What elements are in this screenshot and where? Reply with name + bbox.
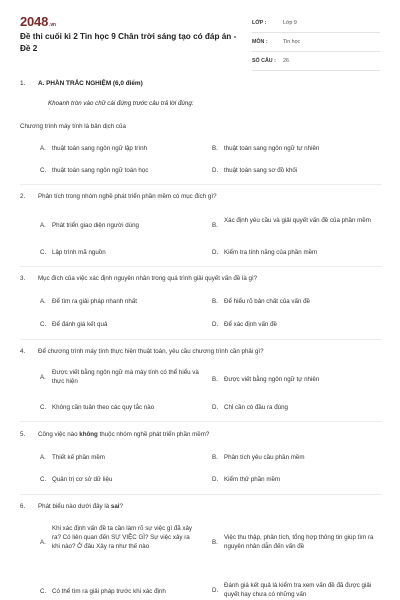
option-text: Để đánh giá kết quả bbox=[52, 321, 108, 328]
option-letter: B. bbox=[212, 298, 218, 305]
option-letter: A. bbox=[40, 454, 46, 461]
option-letter: C. bbox=[40, 588, 47, 595]
option-letter: B. bbox=[212, 376, 218, 383]
question-stem bbox=[20, 192, 217, 201]
answer-option[interactable] bbox=[212, 248, 380, 257]
question-emphasis: không bbox=[79, 431, 98, 438]
option-letter: C. bbox=[40, 404, 47, 411]
answer-option[interactable] bbox=[212, 320, 380, 329]
answer-option[interactable] bbox=[212, 166, 362, 175]
instruction: Khoanh tròn vào chữ cái đứng trước câu trả lời đúng: bbox=[48, 100, 194, 107]
meta-key: SỐ CÂU : bbox=[252, 58, 276, 64]
section-number: 1. bbox=[20, 80, 26, 87]
option-text: Có thể tìm ra giải pháp trước khi xác định bbox=[52, 588, 166, 595]
option-text: Kiểm tra tính năng của phần mềm bbox=[224, 249, 318, 256]
option-text: Phân tích yêu cầu phần mềm bbox=[224, 454, 305, 461]
question-number: 6. bbox=[20, 503, 26, 510]
meta-key: MÔN : bbox=[252, 39, 268, 45]
divider bbox=[20, 266, 382, 267]
question-number: 2. bbox=[20, 193, 26, 200]
option-text: Để hiểu rõ bản chất của vấn đề bbox=[224, 298, 310, 305]
question-emphasis: sai bbox=[110, 503, 120, 510]
divider bbox=[20, 184, 382, 185]
option-text: thuật toán sang ngôn ngữ lập trình bbox=[52, 145, 147, 152]
question-text: Để chương trình máy tính thực hiện thuật toán, yêu cầu chương trình cần phải gì? bbox=[38, 348, 264, 355]
question-text-start: Phát biểu nào dưới đây là bbox=[38, 503, 111, 510]
option-text: thuật toán sang ngôn ngữ tự nhiên bbox=[224, 145, 320, 152]
option-text: Được viết bằng ngôn ngữ tự nhiên bbox=[224, 376, 320, 383]
option-letter: B. bbox=[212, 539, 218, 546]
question-text-end: ? bbox=[119, 503, 123, 510]
answer-option[interactable] bbox=[40, 297, 190, 306]
option-text: Việc thu thập, phân tích, tổng hợp thông tin giúp tìm ra nguyên nhân dẫn đến vấn đề bbox=[224, 534, 374, 550]
option-letter: D. bbox=[212, 321, 219, 328]
question-stem bbox=[20, 274, 257, 283]
logo-suffix: .vn bbox=[49, 22, 56, 28]
site-logo[interactable] bbox=[20, 14, 56, 29]
answer-option[interactable] bbox=[40, 587, 200, 596]
answer-option[interactable] bbox=[40, 453, 190, 462]
answer-option[interactable] bbox=[212, 453, 380, 462]
option-text: Khi xác định vấn đề ta cần làm rõ sự việc gì đã xảy ra? Có liên quan đến SỰ VIỆC GÌ? Sự việc xảy ra khi nào? Ở đâu Xảy ra như thế nào bbox=[52, 525, 192, 550]
question-stem bbox=[20, 347, 264, 356]
option-letter: A. bbox=[40, 222, 46, 229]
option-text: Không cần tuân theo các quy tắc nào bbox=[52, 404, 155, 411]
answer-option[interactable] bbox=[212, 297, 380, 306]
answer-option[interactable] bbox=[212, 533, 380, 551]
section-title: A. PHẦN TRẮC NGHIỆM (6,0 điểm) bbox=[38, 80, 143, 87]
option-text: Phát triển giao diện người dùng bbox=[52, 222, 139, 229]
question-number: 3. bbox=[20, 275, 26, 282]
option-letter: D. bbox=[212, 249, 219, 256]
answer-option[interactable] bbox=[212, 216, 380, 230]
answer-option[interactable] bbox=[40, 524, 198, 551]
option-letter: B. bbox=[212, 454, 218, 461]
meta-value: Tin học bbox=[283, 39, 301, 45]
answer-option[interactable] bbox=[212, 475, 380, 484]
meta-value: Lớp 9 bbox=[283, 20, 297, 26]
question-stem bbox=[20, 430, 209, 439]
meta-key: LỚP : bbox=[252, 20, 267, 26]
option-text: Để tìm ra giải pháp nhanh nhất bbox=[52, 298, 137, 305]
question-text-end: thuộc nhóm nghề phát triển phần mềm? bbox=[97, 431, 210, 438]
option-letter: A. bbox=[40, 539, 46, 546]
question-number: 5. bbox=[20, 431, 26, 438]
option-text: Đánh giá kết quả là kiểm tra xem vấn đề đã được giải quyết hay chưa có những vấn bbox=[224, 582, 372, 598]
answer-option[interactable] bbox=[212, 144, 362, 153]
divider bbox=[20, 494, 382, 495]
option-text: thuật toán sang sơ đồ khối bbox=[224, 167, 298, 174]
page-title: Đề thi cuối kì 2 Tin học 9 Chân trời sáng tạo có đáp án - Đề 2 bbox=[20, 32, 237, 53]
option-text: Thiết kế phần mềm bbox=[52, 454, 105, 461]
option-text: Để xác định vấn đề bbox=[224, 321, 277, 328]
answer-option[interactable] bbox=[40, 166, 190, 175]
meta-row-subject bbox=[252, 33, 380, 52]
question-text: Phân tích trong nhóm nghề phát triển phần mềm có mục đích gì? bbox=[38, 193, 217, 200]
option-text: Được viết bằng ngôn ngữ mà máy tính có thể hiểu và thực hiện bbox=[52, 369, 199, 385]
option-text: Chỉ cần có đầu ra đúng bbox=[224, 404, 288, 411]
section-heading bbox=[20, 80, 143, 87]
option-letter: D. bbox=[212, 476, 219, 483]
meta-panel bbox=[252, 14, 380, 71]
answer-option[interactable] bbox=[40, 368, 200, 386]
option-letter: C. bbox=[40, 476, 47, 483]
option-letter: A. bbox=[40, 145, 46, 152]
answer-option[interactable] bbox=[40, 221, 190, 230]
divider bbox=[20, 339, 382, 340]
question-stem bbox=[20, 122, 126, 131]
answer-option[interactable] bbox=[40, 144, 190, 153]
option-letter: D. bbox=[212, 404, 219, 411]
answer-option[interactable] bbox=[40, 475, 190, 484]
option-text: thuật toán sang ngôn ngữ toán học bbox=[52, 167, 149, 174]
option-text: Xác định yêu cầu và giải quyết vấn đề của phần mềm bbox=[224, 217, 371, 224]
answer-option[interactable] bbox=[212, 375, 380, 384]
option-letter: D. bbox=[212, 167, 219, 174]
option-letter: B. bbox=[212, 222, 218, 229]
option-letter: D. bbox=[212, 587, 219, 594]
option-letter: C. bbox=[40, 321, 47, 328]
meta-row-class bbox=[252, 14, 380, 33]
logo-text: 2048 bbox=[20, 14, 49, 29]
option-letter: A. bbox=[40, 298, 46, 305]
question-text-start: Công việc nào bbox=[38, 431, 80, 438]
question-text: Chương trình máy tính là bản dịch của bbox=[20, 123, 126, 130]
option-text: Quản trị cơ sở dữ liệu bbox=[52, 476, 113, 483]
option-text: Lập trình mã nguồn bbox=[52, 249, 106, 256]
question-stem bbox=[20, 502, 123, 511]
option-text: Kiểm thử phần mềm bbox=[224, 476, 281, 483]
option-letter: C. bbox=[40, 167, 47, 174]
question-number: 4. bbox=[20, 348, 26, 355]
meta-row-count bbox=[252, 52, 380, 71]
option-letter: B. bbox=[212, 145, 218, 152]
answer-option[interactable] bbox=[40, 320, 190, 329]
answer-option[interactable] bbox=[40, 248, 190, 257]
question-text: Mục đích của việc xác định nguyên nhân trong quá trình giải quyết vấn đề là gì? bbox=[38, 275, 258, 282]
answer-option[interactable] bbox=[212, 403, 380, 412]
header bbox=[0, 0, 400, 78]
meta-value: 26 bbox=[283, 58, 289, 64]
divider bbox=[20, 421, 382, 422]
option-letter: C. bbox=[40, 249, 47, 256]
option-letter: A. bbox=[40, 374, 46, 381]
answer-option[interactable] bbox=[40, 403, 200, 412]
answer-option[interactable] bbox=[212, 581, 380, 599]
